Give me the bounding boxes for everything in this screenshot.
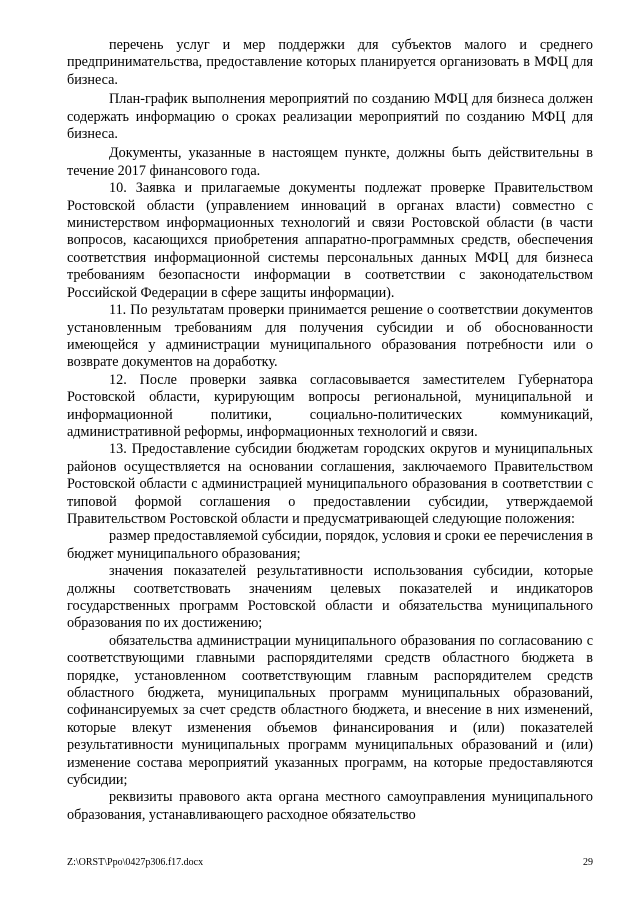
file-path: Z:\ORST\Ppo\0427p306.f17.docx <box>67 857 204 868</box>
paragraph: размер предоставляемой субсидии, порядок, условия и сроки ее перечисления в бюджет муниципального образования; <box>67 528 594 562</box>
page-number: 29 <box>583 857 593 868</box>
paragraph: реквизиты правового акта органа местного самоуправления муниципального образования, устанавливающего расходное обязательство <box>67 789 593 823</box>
paragraph: Документы, указанные в настоящем пункте, должны быть действительны в течение 2017 финансового года. <box>67 145 593 179</box>
paragraph: 12. После проверки заявка согласовывается заместителем Губернатора Ростовской области, курирующим вопросы региональной, муниципальной и информационной политики, социально-политических коммуникаций, административной реформы, информационных технологий и связи. <box>67 371 593 440</box>
document-body <box>67 37 593 824</box>
paragraph: 11. По результатам проверки принимается решение о соответствии документов установленным требованиям для получения субсидии и об обоснованности имеющейся у администрации муниципального образования потребности или о возврате документов на доработку. <box>67 302 593 371</box>
paragraph: значения показателей результативности использования субсидии, которые должны соответствовать значениям целевых показателей и индикаторов государственных программ Ростовской области и обязательства муниципального образования по их достижению; <box>67 563 593 632</box>
paragraph: перечень услуг и мер поддержки для субъектов малого и среднего предпринимательства, предоставление которых планируется организовать в МФЦ для бизнеса. <box>67 37 593 88</box>
paragraph: 10. Заявка и прилагаемые документы подлежат проверке Правительством Ростовской области (управлением инноваций в органах власти) совместно с министерством информационных технологий и связи Ростовской области (в части вопросов, касающихся приобретения аппаратно-программных средств, обеспечения соответствия информационной системы персональных данных МФЦ для бизнеса требованиям безопасности информации в соответствии с законодательством Российской Федерации в сфере защиты информации). <box>67 180 593 301</box>
paragraph: План-график выполнения мероприятий по созданию МФЦ для бизнеса должен содержать информацию о сроках реализации мероприятий по созданию МФЦ для бизнеса. <box>67 91 593 143</box>
paragraph: 13. Предоставление субсидии бюджетам городских округов и муниципальных районов осуществляется на основании соглашения, заключаемого Правительством Ростовской области с администрацией муниципального образования в соответствии с типовой формой соглашения о предоставлении субсидии, утверждаемой Правительством Ростовской области и предусматривающей следующие положения: <box>67 441 593 527</box>
paragraph: обязательства администрации муниципального образования по согласованию с соответствующими главными распорядителями средств областного бюджета в порядке, установленном соответствующим главным распорядителем средств областного бюджета, муниципальных программ муниципальных образований, софинансируемых за счет средств областного бюджета, и внесение в них изменений, которые влекут изменения объемов финансирования и (или) показателей результативности муниципальных программ муниципальных образований и (или) изменение состава мероприятий указанных программ, на которые предоставляются субсидии; <box>67 632 593 789</box>
